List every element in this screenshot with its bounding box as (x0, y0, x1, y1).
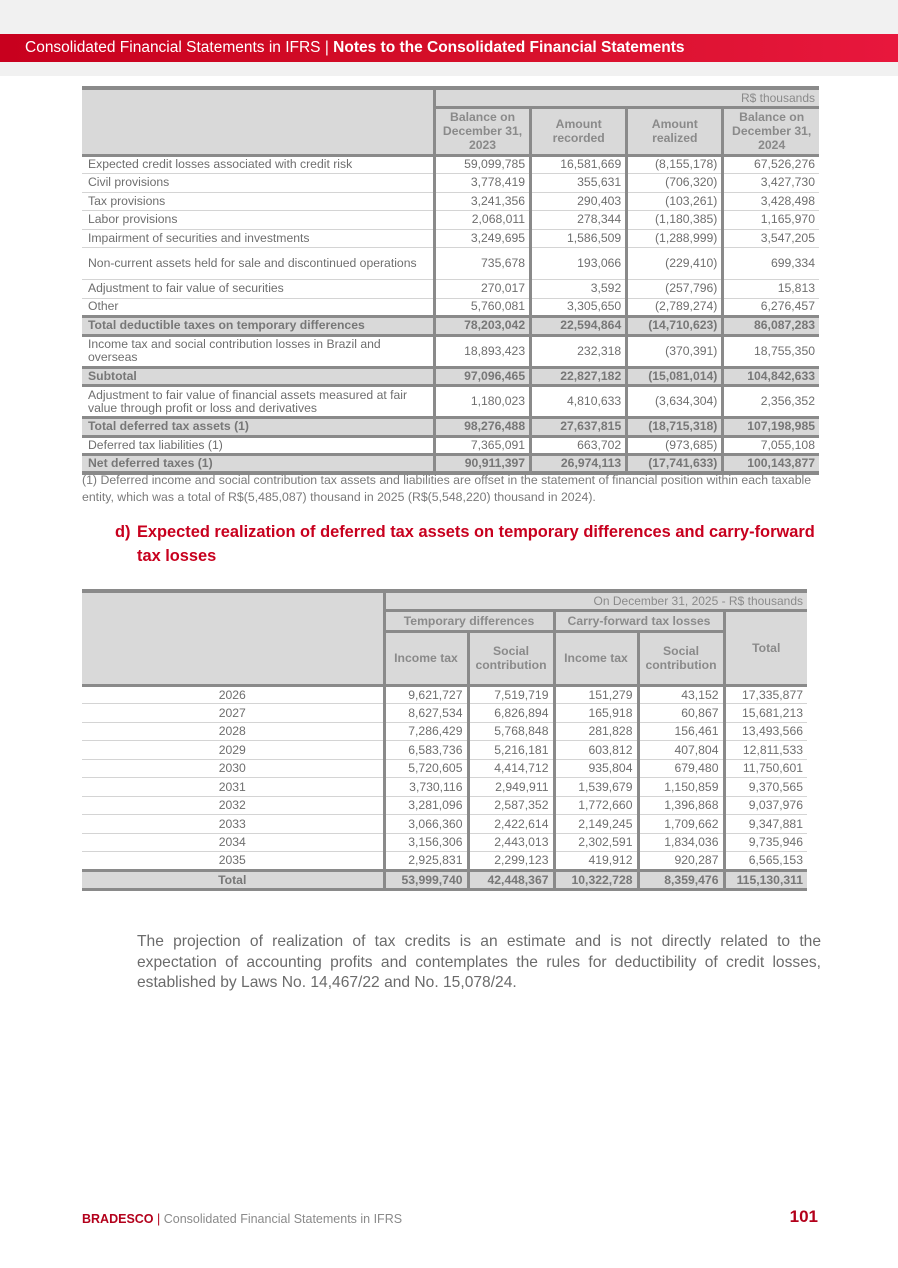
cell: 1,709,662 (638, 815, 724, 834)
year-cell: 2031 (82, 778, 384, 797)
cell: 3,428,498 (723, 192, 819, 211)
column-header: Social contribution (638, 631, 724, 685)
cell: (18,715,318) (627, 418, 723, 437)
units-label: R$ thousands (434, 88, 819, 107)
row-label: Net deferred taxes (1) (82, 455, 434, 474)
cell: 2,299,123 (468, 852, 554, 871)
cell: 5,760,081 (434, 298, 530, 317)
cell: 6,565,153 (724, 852, 807, 871)
cell: 9,347,881 (724, 815, 807, 834)
net-total-row (82, 455, 819, 474)
cell: 1,834,036 (638, 833, 724, 852)
header-title-bold: Notes to the Consolidated Financial Statements (333, 39, 685, 56)
cell: 935,804 (554, 759, 638, 778)
cell: 2,587,352 (468, 796, 554, 815)
cell: 156,461 (638, 722, 724, 741)
total-row (82, 870, 807, 889)
column-header: Social contribution (468, 631, 554, 685)
year-cell: 2030 (82, 759, 384, 778)
table-row (82, 298, 819, 317)
cell: 3,066,360 (384, 815, 468, 834)
cell: 3,778,419 (434, 174, 530, 193)
cell: (257,796) (627, 280, 723, 299)
cell: 2,149,245 (554, 815, 638, 834)
cell: 11,750,601 (724, 759, 807, 778)
column-header: Income tax (384, 631, 468, 685)
page-footer (82, 1207, 818, 1230)
cell: 2,949,911 (468, 778, 554, 797)
cell: 151,279 (554, 685, 638, 704)
table-row (82, 174, 819, 193)
cell: 6,276,457 (723, 298, 819, 317)
header-title-regular: Consolidated Financial Statements in IFRS | (25, 39, 334, 56)
cell: 104,842,633 (723, 367, 819, 386)
year-cell: 2034 (82, 833, 384, 852)
cell: 290,403 (531, 192, 627, 211)
cell: 97,096,465 (434, 367, 530, 386)
row-label: Labor provisions (82, 211, 434, 230)
group-header: Carry-forward tax losses (554, 610, 724, 631)
realization-table (82, 589, 807, 891)
cell: 9,370,565 (724, 778, 807, 797)
column-header: Amount recorded (531, 107, 627, 155)
year-cell: 2035 (82, 852, 384, 871)
cell: 1,165,970 (723, 211, 819, 230)
cell: 26,974,113 (531, 455, 627, 474)
cell: (2,789,274) (627, 298, 723, 317)
cell: 281,828 (554, 722, 638, 741)
cell: 193,066 (531, 248, 627, 280)
cell: 355,631 (531, 174, 627, 193)
cell: 15,681,213 (724, 704, 807, 723)
table-row (82, 704, 807, 723)
table-row (82, 335, 819, 367)
table-row (82, 211, 819, 230)
cell: 165,918 (554, 704, 638, 723)
cell: 53,999,740 (384, 870, 468, 889)
cell: 5,216,181 (468, 741, 554, 760)
cell: 5,768,848 (468, 722, 554, 741)
cell: 12,811,533 (724, 741, 807, 760)
cell: 679,480 (638, 759, 724, 778)
units-label: On December 31, 2025 - R$ thousands (384, 591, 807, 610)
cell: (706,320) (627, 174, 723, 193)
table-row (82, 833, 807, 852)
row-label: Civil provisions (82, 174, 434, 193)
cell: 16,581,669 (531, 155, 627, 174)
row-label: Other (82, 298, 434, 317)
total-row (82, 317, 819, 336)
cell: 6,583,736 (384, 741, 468, 760)
cell: 2,422,614 (468, 815, 554, 834)
table-corner (82, 88, 434, 155)
cell: 7,286,429 (384, 722, 468, 741)
cell: 1,586,509 (531, 229, 627, 248)
table-row (82, 229, 819, 248)
total-row (82, 418, 819, 437)
cell: 3,241,356 (434, 192, 530, 211)
row-label: Impairment of securities and investments (82, 229, 434, 248)
row-label: Non-current assets held for sale and discontinued operations (82, 248, 434, 280)
year-cell: 2029 (82, 741, 384, 760)
section-title: Expected realization of deferred tax assets on temporary differences and carry-forward tax losses (137, 523, 815, 565)
cell: 13,493,566 (724, 722, 807, 741)
row-label: Income tax and social contribution losses in Brazil and overseas (82, 335, 434, 367)
row-label: Total deductible taxes on temporary differences (82, 317, 434, 336)
header-under-band (0, 62, 898, 76)
column-header-total: Total (724, 610, 807, 685)
cell: 232,318 (531, 335, 627, 367)
column-header: Balance on December 31, 2023 (434, 107, 530, 155)
cell: (370,391) (627, 335, 723, 367)
cell: 15,813 (723, 280, 819, 299)
cell: 98,276,488 (434, 418, 530, 437)
cell: 663,702 (531, 436, 627, 455)
cell: (17,741,633) (627, 455, 723, 474)
cell: 9,735,946 (724, 833, 807, 852)
year-cell: 2028 (82, 722, 384, 741)
cell: 22,827,182 (531, 367, 627, 386)
cell: 1,150,859 (638, 778, 724, 797)
explanatory-paragraph: The projection of realization of tax credits is an estimate and is not directly related to the expectation of accounting profits and contemplates the rules for deductibility of credit losses, established by Laws No. 14,467/22 and No. 15,078/24. (137, 933, 821, 991)
cell: (973,685) (627, 436, 723, 455)
group-header: Temporary differences (384, 610, 554, 631)
footer-brand: BRADESCO (82, 1212, 154, 1226)
subtotal-row (82, 367, 819, 386)
page-number: 101 (789, 1207, 818, 1226)
cell: 9,621,727 (384, 685, 468, 704)
section-heading (115, 520, 825, 568)
table-corner (82, 591, 384, 685)
cell: 59,099,785 (434, 155, 530, 174)
cell: (1,180,385) (627, 211, 723, 230)
cell: 90,911,397 (434, 455, 530, 474)
cell: 67,526,276 (723, 155, 819, 174)
cell: 270,017 (434, 280, 530, 299)
cell: 735,678 (434, 248, 530, 280)
year-cell: 2032 (82, 796, 384, 815)
cell: 78,203,042 (434, 317, 530, 336)
cell: 60,867 (638, 704, 724, 723)
column-header: Amount realized (627, 107, 723, 155)
table-row (82, 436, 819, 455)
total-label: Total (82, 870, 384, 889)
cell: 5,720,605 (384, 759, 468, 778)
row-label: Total deferred tax assets (1) (82, 418, 434, 437)
table-row (82, 722, 807, 741)
cell: 6,826,894 (468, 704, 554, 723)
cell: 10,322,728 (554, 870, 638, 889)
year-cell: 2026 (82, 685, 384, 704)
cell: 115,130,311 (724, 870, 807, 889)
cell: 3,427,730 (723, 174, 819, 193)
row-label: Tax provisions (82, 192, 434, 211)
cell: 419,912 (554, 852, 638, 871)
cell: 3,730,116 (384, 778, 468, 797)
cell: 920,287 (638, 852, 724, 871)
cell: 27,637,815 (531, 418, 627, 437)
cell: 22,594,864 (531, 317, 627, 336)
cell: 2,925,831 (384, 852, 468, 871)
table-row (82, 778, 807, 797)
cell: 4,414,712 (468, 759, 554, 778)
table-row (82, 192, 819, 211)
footer-separator: | (153, 1212, 164, 1226)
column-header: Balance on December 31, 2024 (723, 107, 819, 155)
cell: 3,305,650 (531, 298, 627, 317)
cell: 2,068,011 (434, 211, 530, 230)
deferred-tax-table (82, 86, 819, 475)
cell: 699,334 (723, 248, 819, 280)
table-row (82, 155, 819, 174)
row-label: Deferred tax liabilities (1) (82, 436, 434, 455)
cell: 278,344 (531, 211, 627, 230)
cell: 603,812 (554, 741, 638, 760)
cell: 8,359,476 (638, 870, 724, 889)
table-footnote: (1) Deferred income and social contribution tax assets and liabilities are offset in the statement of financial position within each taxable entity, which was a total of R$(5,485,087) thousand in 2025 (R$(5,548,220) thousand in 2024). (82, 473, 812, 504)
table-row (82, 852, 807, 871)
cell: 42,448,367 (468, 870, 554, 889)
cell: (103,261) (627, 192, 723, 211)
cell: 18,755,350 (723, 335, 819, 367)
cell: (15,081,014) (627, 367, 723, 386)
header-banner (0, 34, 898, 62)
table-row (82, 741, 807, 760)
footer-subtitle: Consolidated Financial Statements in IFRS (163, 1212, 403, 1226)
cell: (8,155,178) (627, 155, 723, 174)
cell: 9,037,976 (724, 796, 807, 815)
cell: (14,710,623) (627, 317, 723, 336)
cell: 18,893,423 (434, 335, 530, 367)
table-row (82, 386, 819, 418)
cell: 17,335,877 (724, 685, 807, 704)
year-cell: 2033 (82, 815, 384, 834)
table-row (82, 685, 807, 704)
cell: 407,804 (638, 741, 724, 760)
table-row (82, 796, 807, 815)
cell: 7,365,091 (434, 436, 530, 455)
cell: 7,519,719 (468, 685, 554, 704)
row-label: Subtotal (82, 367, 434, 386)
cell: 2,302,591 (554, 833, 638, 852)
cell: 107,198,985 (723, 418, 819, 437)
table-row (82, 759, 807, 778)
cell: 3,281,096 (384, 796, 468, 815)
table-row (82, 815, 807, 834)
cell: (3,634,304) (627, 386, 723, 418)
cell: 1,396,868 (638, 796, 724, 815)
cell: 8,627,534 (384, 704, 468, 723)
cell: 1,539,679 (554, 778, 638, 797)
table-row (82, 248, 819, 280)
year-cell: 2027 (82, 704, 384, 723)
cell: (1,288,999) (627, 229, 723, 248)
cell: 2,443,013 (468, 833, 554, 852)
cell: 2,356,352 (723, 386, 819, 418)
cell: 4,810,633 (531, 386, 627, 418)
cell: 1,180,023 (434, 386, 530, 418)
column-header: Income tax (554, 631, 638, 685)
cell: 7,055,108 (723, 436, 819, 455)
row-label: Adjustment to fair value of securities (82, 280, 434, 299)
table-row (82, 280, 819, 299)
cell: 3,156,306 (384, 833, 468, 852)
cell: 1,772,660 (554, 796, 638, 815)
cell: 3,249,695 (434, 229, 530, 248)
row-label: Adjustment to fair value of financial assets measured at fair value through profit or loss and derivatives (82, 386, 434, 418)
cell: 3,592 (531, 280, 627, 299)
cell: 86,087,283 (723, 317, 819, 336)
row-label: Expected credit losses associated with credit risk (82, 155, 434, 174)
top-margin (0, 0, 898, 34)
cell: 100,143,877 (723, 455, 819, 474)
cell: (229,410) (627, 248, 723, 280)
section-letter: d) (115, 523, 131, 541)
cell: 3,547,205 (723, 229, 819, 248)
cell: 43,152 (638, 685, 724, 704)
